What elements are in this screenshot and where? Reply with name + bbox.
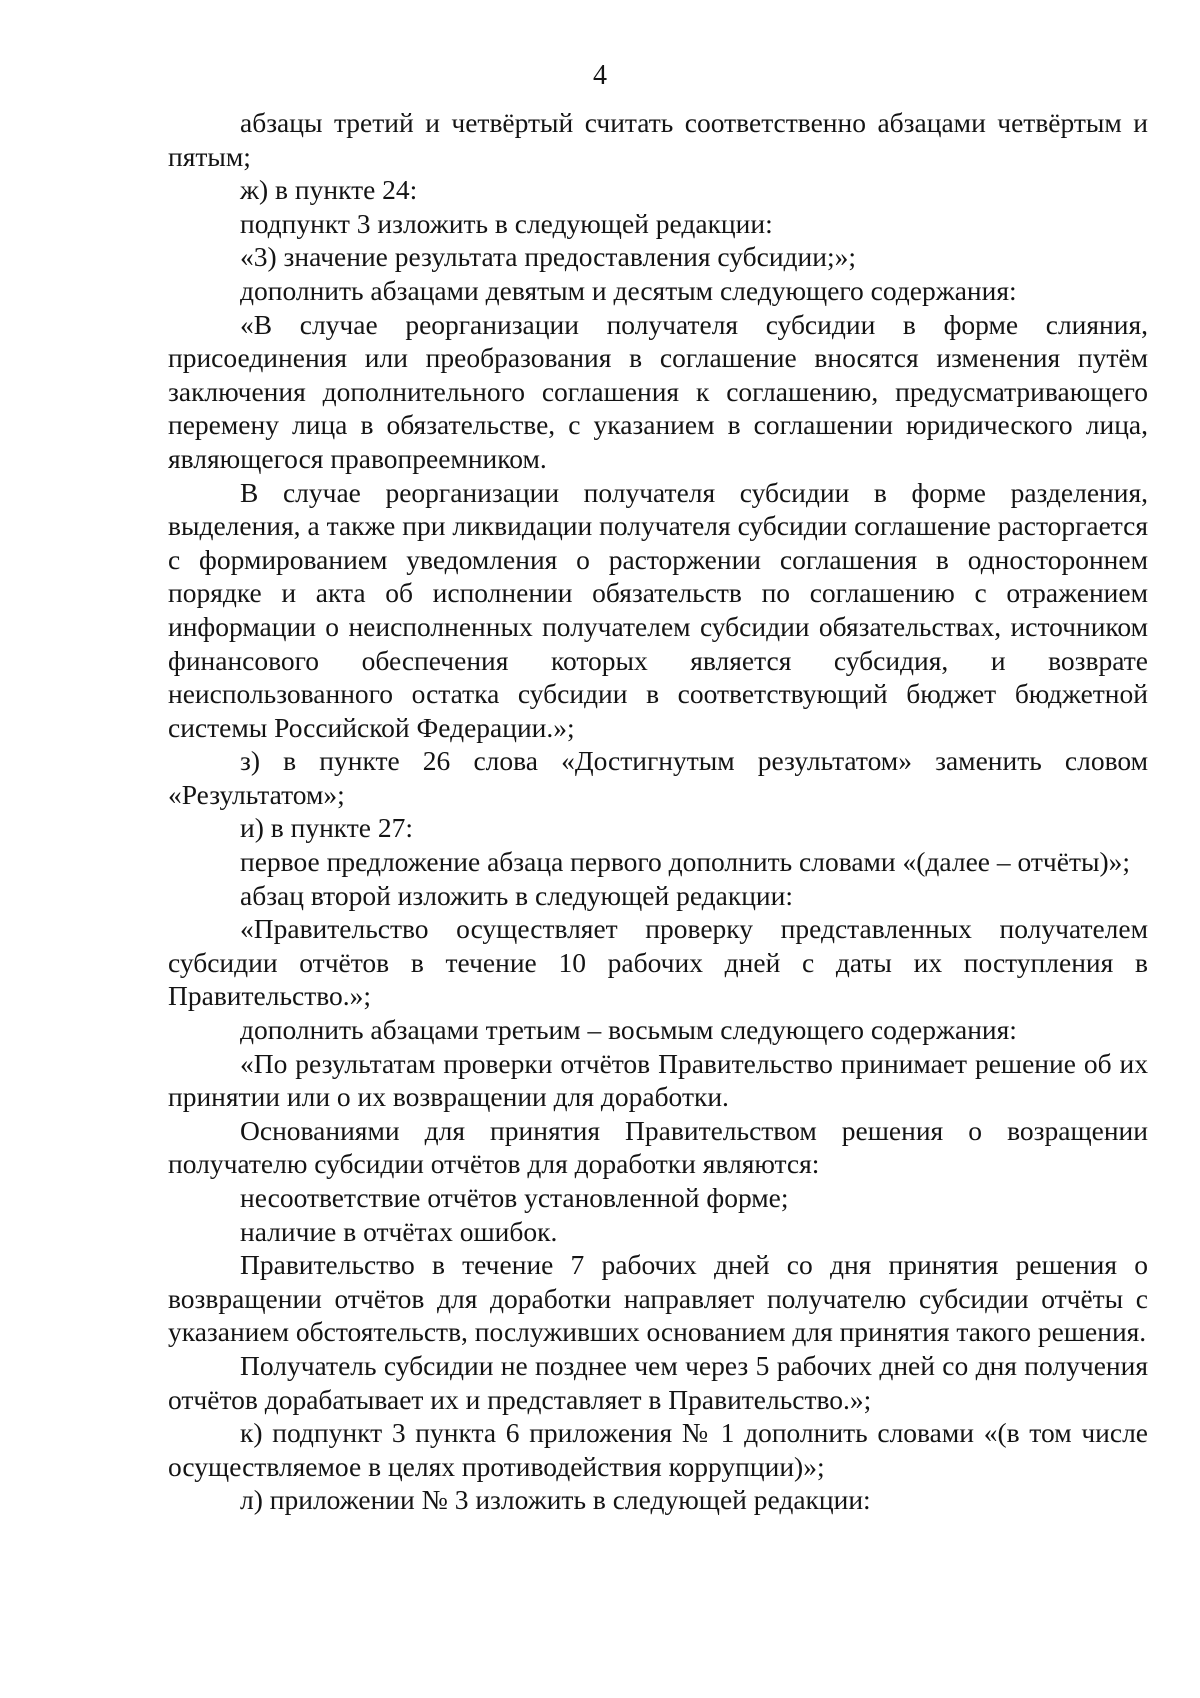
paragraph: абзацы третий и четвёртый считать соответственно абзацами четвёртым и пятым; [168, 107, 1148, 172]
paragraph: и) в пункте 27: [240, 812, 414, 844]
paragraph: «В случае реорганизации получателя субсидии в форме слияния, присоединения или преобразования в соглашение вносятся изменения путём заключения дополнительного соглашения к соглашению, предусматривающего перемену лица в обязательстве, с указанием в соглашении юридического лица, являющегося правопреемником. [168, 308, 1148, 474]
paragraph: абзац второй изложить в следующей редакции: [240, 879, 794, 911]
paragraph: дополнить абзацами девятым и десятым следующего содержания: [240, 274, 1017, 306]
paragraph: подпункт 3 изложить в следующей редакции: [240, 207, 773, 239]
paragraph: л) приложении № 3 изложить в следующей редакции: [240, 1484, 871, 1516]
paragraph: несоответствие отчётов установленной форме; [240, 1182, 789, 1213]
paragraph: Получатель субсидии не позднее чем через 5 рабочих дней со дня получения отчётов дорабатывает их и представляет в Правительство.»; [168, 1349, 1148, 1415]
paragraph: з) в пункте 26 слова «Достигнутым результатом» заменить словом «Результатом»; [168, 745, 1148, 810]
paragraph: первое предложение абзаца первого дополнить словами «(далее – отчёты)»; [240, 846, 1130, 878]
paragraph: «Правительство осуществляет проверку представленных получателем субсидии отчётов в течение 10 рабочих дней с даты их поступления в Правительство.»; [168, 913, 1148, 1012]
paragraph: ж) в пункте 24: [240, 174, 418, 206]
paragraph: «По результатам проверки отчётов Правительство принимает решение об их принятии или о их возвращении для доработки. [168, 1047, 1148, 1113]
paragraph: «3) значение результата предоставления субсидии;»; [240, 241, 856, 273]
paragraph: к) подпункт 3 пункта 6 приложения № 1 дополнить словами «(в том числе осуществляемое в целях противодействия коррупции)»; [168, 1417, 1148, 1482]
page-number: 4 [593, 60, 607, 91]
paragraph: дополнить абзацами третьим – восьмым следующего содержания: [240, 1014, 1017, 1046]
paragraph: Правительство в течение 7 рабочих дней со дня принятия решения о возвращении отчётов для доработки направляет получателю субсидии отчёты с указанием обстоятельств, послуживших основанием для принятия такого решения. [168, 1249, 1148, 1348]
paragraph: Основаниями для принятия Правительством решения о возращении получателю субсидии отчётов для доработки являются: [168, 1114, 1148, 1180]
document-body [168, 106, 1148, 1517]
paragraph: наличие в отчётах ошибок. [240, 1215, 558, 1247]
paragraph: В случае реорганизации получателя субсидии в форме разделения, выделения, а также при ликвидации получателя субсидии соглашение расторгается с формированием уведомления о расторжении соглашения в одностороннем порядке и акта об исполнении обязательств по соглашению с отражением информации о неисполненных получателем субсидии обязательствах, источником финансового обеспечения которых является субсидия, и возврате неиспользованного остатка субсидии в соответствующий бюджет бюджетной системы Российской Федерации.»; [168, 476, 1148, 743]
